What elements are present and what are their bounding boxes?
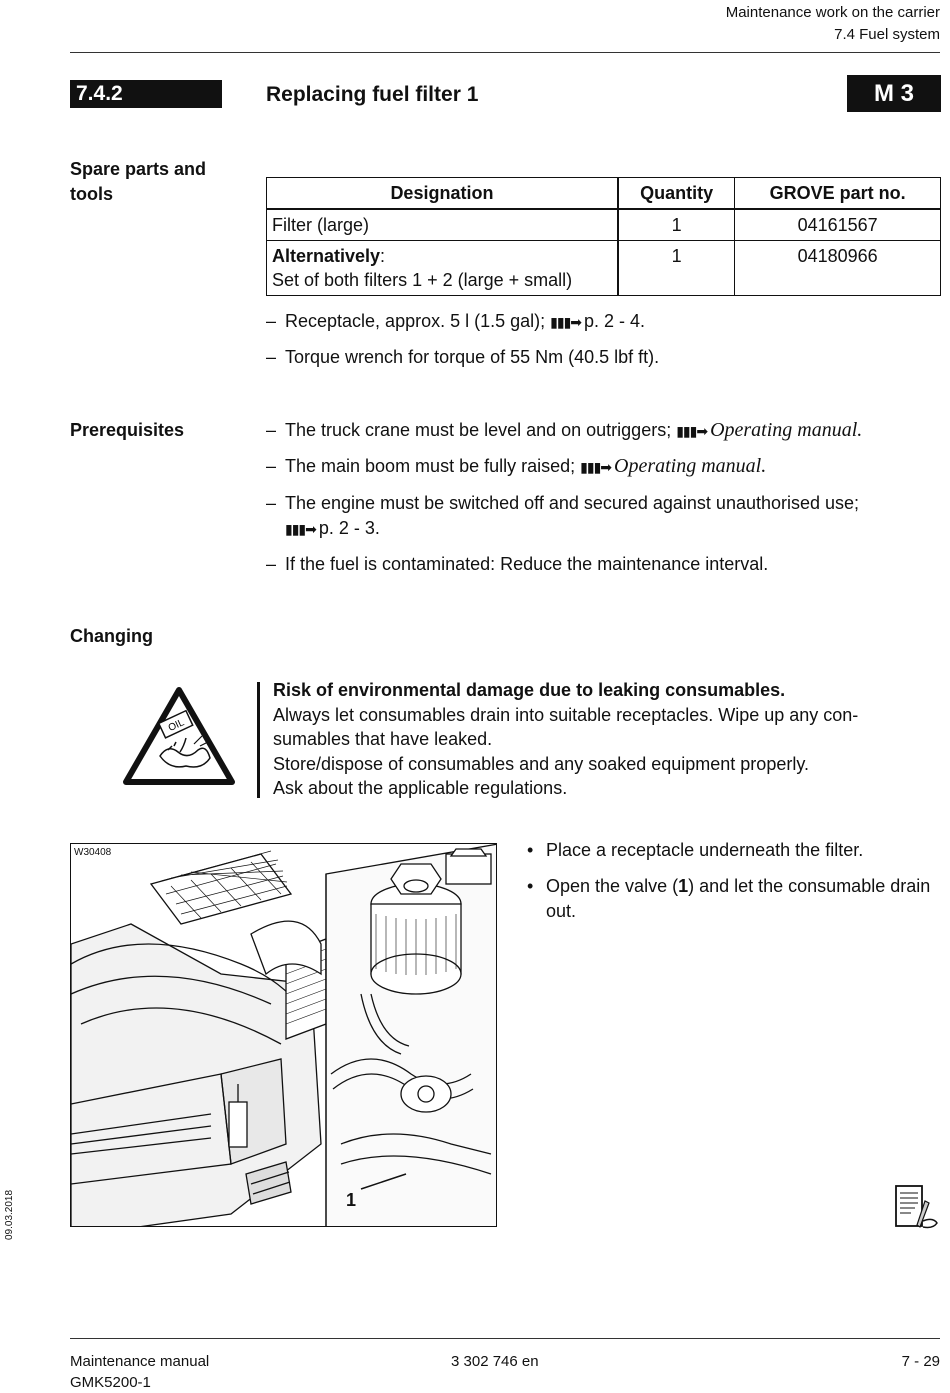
reference-arrow-icon: ▮▮▮➡ — [580, 459, 611, 475]
tool-text: Receptacle, approx. 5 l (1.5 gal); — [285, 311, 546, 331]
spare-parts-table — [266, 177, 941, 296]
list-item: • Place a receptacle underneath the filter. — [527, 838, 941, 863]
cell-part-no: 04180966 — [735, 241, 941, 296]
manual-reference-link[interactable]: Operating manual — [614, 455, 762, 477]
figure-id: W30408 — [74, 847, 112, 858]
maintenance-interval-badge: M 3 — [847, 75, 941, 112]
figure-callout: 1 — [346, 1190, 357, 1210]
footer-left — [70, 1351, 209, 1393]
col-quantity: Quantity — [618, 178, 735, 210]
warning-line: Store/dispose of consumables and any soaked equipment properly. — [273, 753, 809, 774]
warning-box — [273, 678, 941, 801]
cell-designation: Filter (large) — [267, 209, 618, 241]
step-callout-ref: 1 — [678, 876, 689, 896]
footer-page-number: 7 - 29 — [901, 1353, 940, 1370]
table-row — [267, 241, 941, 296]
warning-icon-label: OIL — [166, 717, 187, 735]
cell-part-no: 04161567 — [735, 209, 941, 241]
prerequisite-text: The main boom must be fully raised; — [285, 456, 576, 476]
list-item: • Open the valve (1) and let the consumable drain out. — [527, 876, 931, 921]
step-text: Place a receptacle underneath the filter. — [546, 840, 864, 860]
spare-parts-heading: Spare parts and tools — [70, 159, 207, 204]
section-number: 7.4.2 — [70, 80, 222, 108]
revision-date: 09.03.2018 — [4, 1189, 15, 1240]
footer-doc-type: Maintenance manual — [70, 1353, 210, 1370]
engine-figure — [70, 843, 497, 1227]
warning-line: sumables that have leaked. — [273, 729, 493, 749]
list-item: – If the fuel is contaminated: Reduce the maintenance interval. — [266, 552, 941, 577]
engine-illustration — [71, 844, 497, 1227]
manual-reference-link[interactable]: Operating manual — [710, 419, 858, 441]
list-item: – The truck crane must be level and on outriggers; ▮▮▮➡ Operating manual. — [266, 419, 863, 441]
reference-period: . — [761, 455, 767, 477]
footer-doc-number: 3 302 746 en — [451, 1353, 539, 1370]
warning-title: Risk of environmental damage due to leaking consumables. — [273, 680, 786, 700]
prerequisite-text: The truck crane must be level and on outriggers; — [285, 420, 672, 440]
page-header — [726, 2, 940, 46]
list-item: – Torque wrench for torque of 55 Nm (40.5 lbf ft). — [266, 345, 941, 370]
page-reference-link[interactable]: p. 2 - 3. — [318, 518, 380, 538]
list-item: – The engine must be switched off and secured against unauthorised use; ▮▮▮➡ p. 2 - 3. — [266, 493, 860, 538]
page-reference-link[interactable]: p. 2 - 4. — [584, 311, 646, 331]
list-item: – The main boom must be fully raised; ▮▮▮➡ Operating manual. — [266, 455, 767, 477]
step-text: Open the valve ( — [546, 876, 679, 896]
table-row — [267, 209, 941, 241]
changing-heading: Changing — [70, 626, 153, 646]
col-designation: Designation — [267, 178, 618, 210]
alternatively-text: Set of both filters 1 + 2 (large + small) — [272, 270, 573, 290]
cell-quantity: 1 — [618, 241, 735, 296]
header-chapter: Maintenance work on the carrier — [725, 4, 940, 21]
notes-icon — [893, 1183, 939, 1231]
step-text: ) and let the consumable drain out. — [546, 876, 931, 921]
header-divider — [70, 52, 940, 53]
header-section: 7.4 Fuel system — [834, 26, 940, 43]
alternatively-colon: : — [380, 246, 386, 266]
environmental-hazard-warning-icon — [122, 686, 236, 786]
table-header-row — [267, 178, 941, 210]
col-part-no: GROVE part no. — [735, 178, 941, 210]
prerequisite-text: The engine must be switched off and secured against unauthorised use; — [285, 493, 860, 513]
list-item: – Receptacle, approx. 5 l (1.5 gal); ▮▮▮➡ p. 2 - 4. — [266, 311, 646, 331]
section-title: Replacing fuel filter 1 — [266, 83, 479, 106]
cell-designation — [267, 241, 618, 296]
warning-line: Always let consumables drain into suitable receptacles. Wipe up any con- — [273, 704, 859, 725]
alternatively-label: Alternatively — [272, 246, 381, 266]
reference-period: . — [857, 419, 863, 441]
warning-line: Ask about the applicable regulations. — [273, 778, 568, 798]
warning-bar — [257, 682, 260, 798]
reference-arrow-icon: ▮▮▮➡ — [676, 423, 708, 439]
reference-arrow-icon: ▮▮▮➡ — [285, 521, 316, 537]
cell-quantity: 1 — [618, 209, 735, 241]
footer-model: GMK5200-1 — [70, 1374, 151, 1391]
prerequisites-heading: Prerequisites — [70, 420, 185, 440]
prerequisite-text: If the fuel is contaminated: Reduce the maintenance interval. — [285, 554, 769, 574]
reference-arrow-icon: ▮▮▮➡ — [550, 314, 581, 330]
tool-text: Torque wrench for torque of 55 Nm (40.5 lbf ft). — [285, 347, 660, 367]
footer-divider — [70, 1338, 940, 1339]
